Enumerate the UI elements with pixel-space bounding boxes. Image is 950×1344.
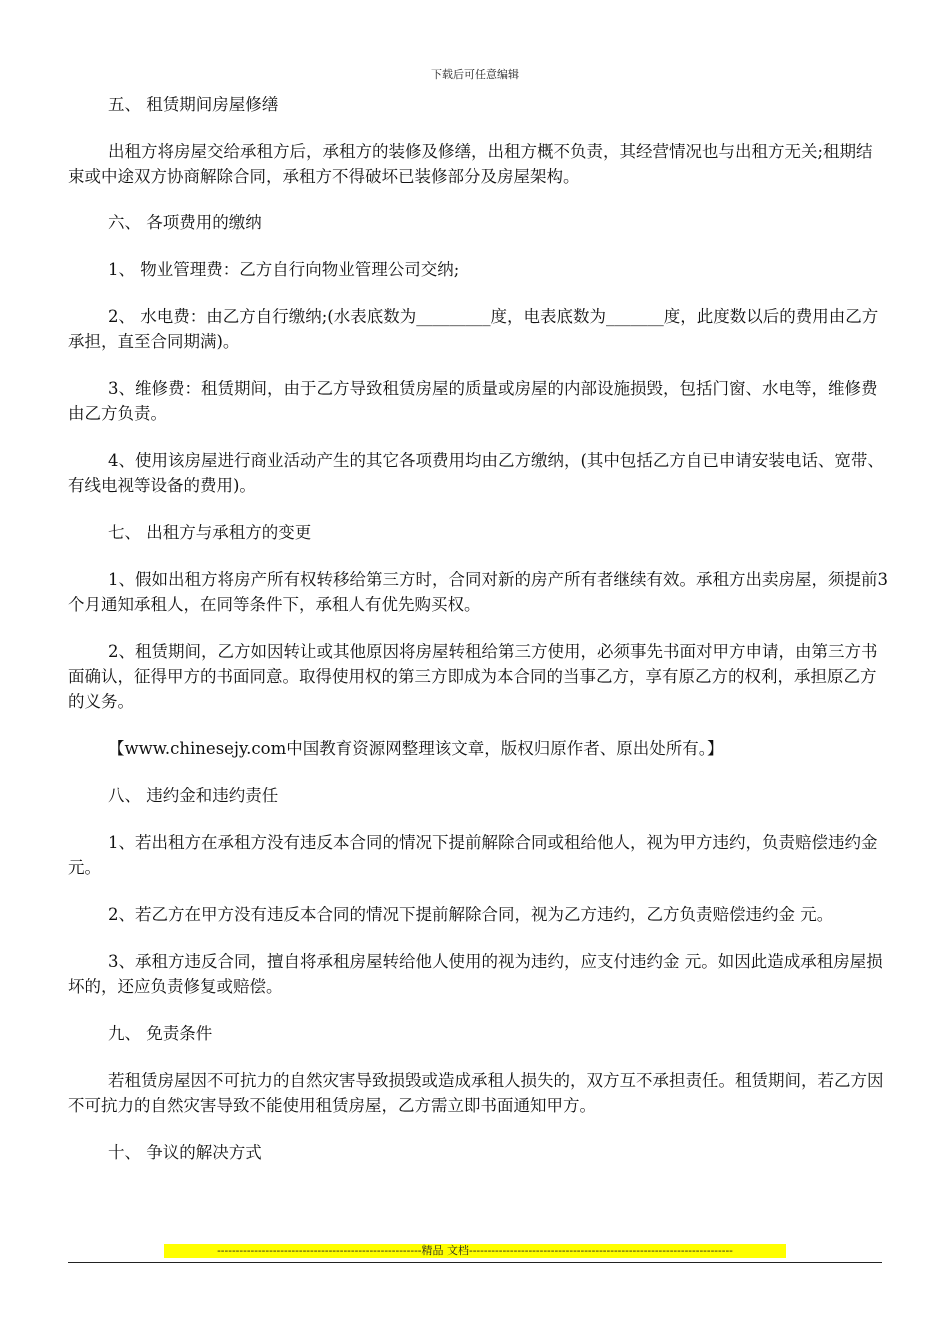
section-heading-10: 十、 争议的解决方式 (108, 1143, 262, 1162)
section-heading-7: 七、 出租方与承租方的变更 (108, 523, 312, 542)
paragraph: 出租方将房屋交给承租方后，承租方的装修及修缮，出租方概不负责，其经营情况也与出租方无关;租期结束或中途双方协商解除合同，承租方不得破坏已装修部分及房屋架构。 (68, 142, 873, 186)
section-heading-9: 九、 免责条件 (108, 1024, 213, 1043)
document-body (68, 92, 888, 1165)
page-header: 下载后可任意编辑 (431, 68, 519, 81)
paragraph: 1、若出租方在承租方没有违反本合同的情况下提前解除合同或租给他人，视为甲方违约，负责赔偿违约金 元。 (68, 833, 878, 877)
source-note: 【www.chinesejy.com中国教育资源网整理该文章，版权归原作者、原出处所有。】 (108, 739, 724, 758)
section-heading-8: 八、 违约金和违约责任 (108, 786, 279, 805)
paragraph: 4、使用该房屋进行商业活动产生的其它各项费用均由乙方缴纳，(其中包括乙方自已申请安装电话、宽带、有线电视等设备的费用)。 (68, 451, 884, 495)
paragraph: 2、租赁期间，乙方如因转让或其他原因将房屋转租给第三方使用，必须事先书面对甲方申请，由第三方书面确认，征得甲方的书面同意。取得使用权的第三方即成为本合同的当事乙方，享有原乙方的权利，承担原乙方的义务。 (68, 642, 878, 711)
paragraph: 3、承租方违反合同，擅自将承租房屋转给他人使用的视为违约，应支付违约金 元。如因此造成承租房屋损坏的，还应负责修复或赔偿。 (68, 952, 883, 996)
paragraph: 3、维修费：租赁期间，由于乙方导致租赁房屋的质量或房屋的内部设施损毁，包括门窗、水电等，维修费由乙方负责。 (68, 379, 878, 423)
paragraph: 若租赁房屋因不可抗力的自然灾害导致损毁或造成承租人损失的，双方互不承担责任。租赁期间，若乙方因不可抗力的自然灾害导致不能使用租赁房屋，乙方需立即书面通知甲方。 (68, 1071, 884, 1115)
section-heading-5: 五、 租赁期间房屋修缮 (108, 95, 279, 114)
footer-divider (68, 1262, 882, 1263)
paragraph: 2、 水电费：由乙方自行缴纳;(水表底数为_________度，电表底数为_______度，此度数以后的费用由乙方承担，直至合同期满)。 (68, 307, 879, 351)
footer-watermark: -------------------------------------------------------精品 文档----------------------------------------------------------------------- (164, 1244, 786, 1258)
section-heading-6: 六、 各项费用的缴纳 (108, 213, 262, 232)
paragraph: 1、 物业管理费：乙方自行向物业管理公司交纳; (108, 260, 460, 279)
paragraph: 2、若乙方在甲方没有违反本合同的情况下提前解除合同，视为乙方违约，乙方负责赔偿违约金 元。 (108, 905, 834, 924)
paragraph: 1、假如出租方将房产所有权转移给第三方时，合同对新的房产所有者继续有效。承租方出卖房屋，须提前3个月通知承租人，在同等条件下，承租人有优先购买权。 (68, 570, 888, 614)
